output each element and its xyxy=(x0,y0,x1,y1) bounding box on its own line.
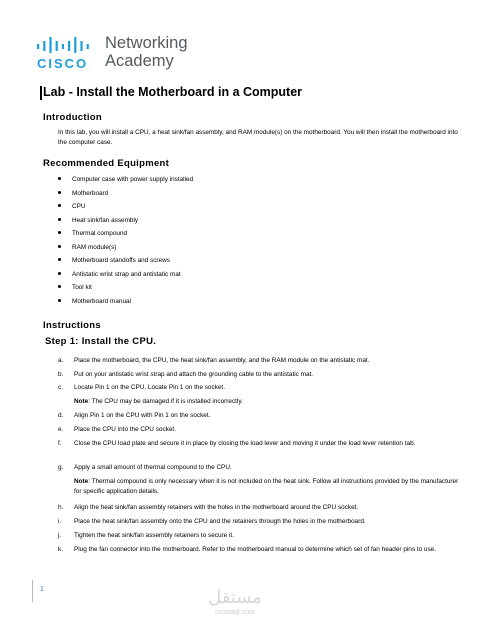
bullet-icon xyxy=(58,245,61,248)
logo-networking-text: Networking xyxy=(105,34,188,52)
equipment-heading: Recommended Equipment xyxy=(43,158,170,169)
introduction-heading: Introduction xyxy=(43,112,103,123)
page-title: Lab - Install the Motherboard in a Computer xyxy=(43,85,303,99)
list-item: CPU xyxy=(58,202,193,216)
step-1-heading: Step 1: Install the CPU. xyxy=(45,336,157,347)
cisco-bars-icon xyxy=(37,37,101,53)
bullet-icon xyxy=(58,258,61,261)
text-cursor xyxy=(40,86,42,100)
instructions-heading: Instructions xyxy=(43,320,101,331)
list-item: RAM module(s) xyxy=(58,243,193,257)
introduction-text: In this lab, you will install a CPU, a heat sink/fan assembly, and RAM module(s) on the motherboard. You will then install the motherboard into the computer case. xyxy=(58,129,458,146)
list-item: Antistatic wrist strap and antistatic mat xyxy=(58,270,193,284)
list-item: Motherboard manual xyxy=(58,297,193,311)
bullet-icon xyxy=(58,204,61,207)
footer-divider xyxy=(32,580,33,602)
note-text: : Thermal compound is only necessary when it is not included on the heat sink. Follow all instructions provided by the manufacturer for specific application details. xyxy=(74,478,459,495)
list-item: Tool kit xyxy=(58,283,193,297)
logo-academy-text: Academy xyxy=(105,52,174,70)
watermark-latin-text: mostaql.com xyxy=(215,609,255,616)
note-g xyxy=(74,477,464,496)
bullet-icon xyxy=(58,299,61,302)
logo-brand-text: CISCO xyxy=(37,56,89,71)
list-item: Computer case with power supply installed xyxy=(58,175,193,189)
list-item: Motherboard xyxy=(58,189,193,203)
list-item: Heat sink/fan assembly xyxy=(58,216,193,230)
page-number: 1 xyxy=(40,586,44,593)
bullet-icon xyxy=(58,285,61,288)
note-label: Note xyxy=(74,478,89,485)
note-text: : The CPU may be damaged if it is installed incorrectly. xyxy=(88,398,243,405)
bullet-icon xyxy=(58,191,61,194)
bullet-icon xyxy=(58,231,61,234)
document-page: CISCO Networking Academy Lab - Install the Motherboard in a Computer Introduction In this lab, you will install a CPU, a heat sink/fan assembly, and RAM module(s) on the motherboard. You will then install the motherboard into the computer case. Recommended Equipment Computer case with power supply installed Motherboard CPU Heat sink/fan assembly Thermal compound RAM module(s) Motherboard standoffs and screws Antistatic wrist strap and antistatic mat Tool kit Motherboard manual Instructions Step 1: Install the CPU. a. Place the motherboard, the CPU, the heat sink/fan assembly, and the RAM module on the antistatic mat. b. Put on your antistatic wrist strap and attach the grounding cable to the antistatic mat. c. Locate Pin 1 on the CPU. Locate Pin 1 on the socket. d. Align Pin 1 on the CPU with Pin 1 on the socket. e. Place the CPU into the CPU socket. f. Close the CPU load plate and secure it in place by closing the load lever and moving it under the load lever retention tab. g. Apply a small amount of thermal compound to the CPU. h. Align the heat sink/fan assembly retainers with the holes in the motherboard around the CPU socket. i. Place the heat sink/fan assembly onto the CPU and the retainers through the holes in the motherboard. j. Tighten the heat sink/fan assembly retainers to secure it. k. Plug the fan connector into the motherboard. Refer to the motherboard manual to determine which set of fan header pins to use. Note: The CPU may be damaged if it is installed incorrectly. Note: Thermal compound is only necessary when it is not included on the heat sink. Follow all instructions provided by the manufacturer for specific application details. 1 مستقل mostaql.com xyxy=(0,0,492,636)
list-item: Motherboard standoffs and screws xyxy=(58,256,193,270)
equipment-list xyxy=(58,175,193,310)
cisco-networking-academy-logo xyxy=(37,35,197,71)
note-label: Note xyxy=(74,398,89,405)
note-c xyxy=(74,397,464,407)
list-item: Thermal compound xyxy=(58,229,193,243)
bullet-icon xyxy=(58,272,61,275)
bullet-icon xyxy=(58,177,61,180)
watermark-arabic-text: مستقل xyxy=(208,587,262,608)
bullet-icon xyxy=(58,218,61,221)
mostaql-watermark xyxy=(200,588,270,628)
